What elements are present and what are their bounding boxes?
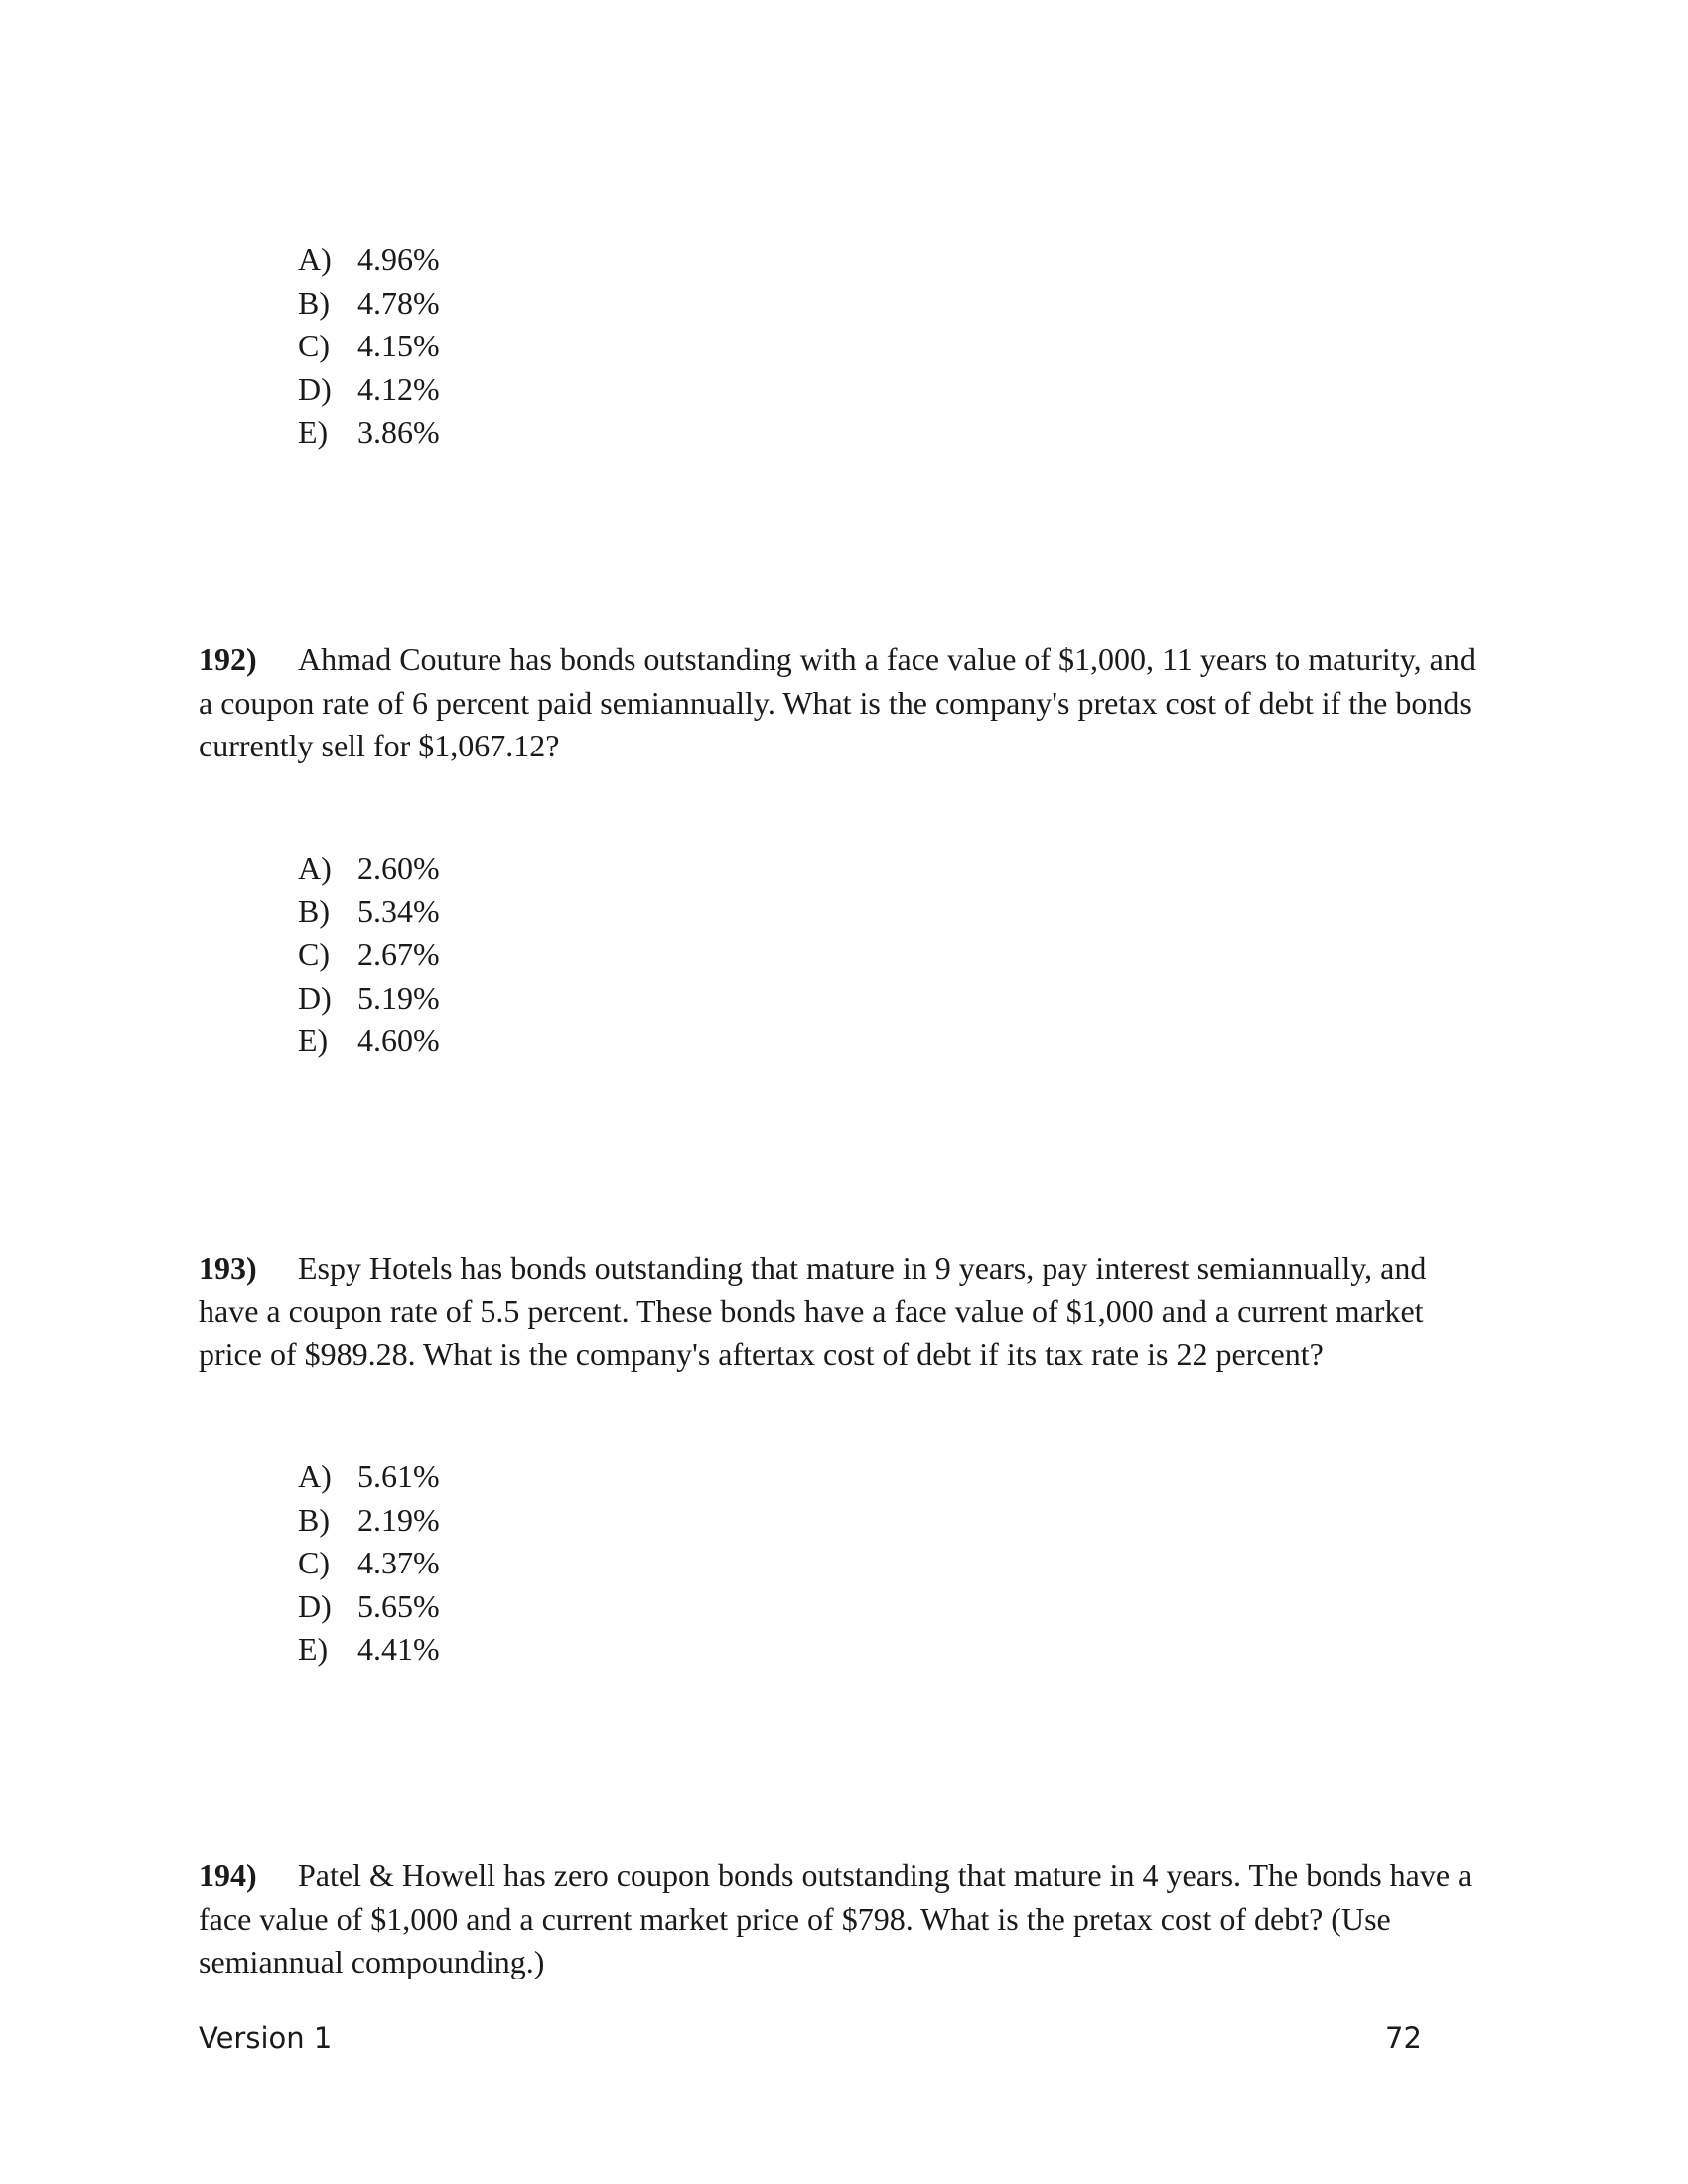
- answer-choices-191: [298, 238, 440, 455]
- answer-choice: E) 3.86%: [298, 414, 440, 451]
- question-number: 192): [199, 641, 257, 677]
- answer-choice: A) 5.61%: [298, 1458, 440, 1494]
- question-193: [199, 1247, 1489, 1377]
- answer-choice: D) 5.65%: [298, 1587, 440, 1624]
- question-number: 193): [199, 1250, 257, 1286]
- footer-version: Version 1: [199, 2021, 333, 2055]
- answer-choice: E) 4.41%: [298, 1631, 440, 1668]
- answer-choices-192: [298, 847, 440, 1063]
- answer-choice: D) 4.12%: [298, 370, 440, 407]
- page-number: 72: [1385, 2021, 1422, 2055]
- answer-choice: C) 2.67%: [298, 936, 440, 973]
- question-number: 194): [199, 1857, 257, 1893]
- answer-choices-193: [298, 1455, 440, 1672]
- answer-choice: D) 5.19%: [298, 979, 440, 1016]
- question-text: Espy Hotels has bonds outstanding that mature in 9 years, pay interest semiannually, and have a coupon rate of 5.5 percent. These bonds have a face value of $1,000 and a current market price of $989.28. What is the company's aftertax cost of debt if its tax rate is 22 percent?: [199, 1250, 1427, 1373]
- question-text: Patel & Howell has zero coupon bonds outstanding that mature in 4 years. The bonds have a face value of $1,000 and a current market price of $798. What is the pretax cost of debt? (Use semiannual compounding.): [199, 1857, 1473, 1980]
- answer-choice: B) 4.78%: [298, 284, 440, 321]
- answer-choice: C) 4.37%: [298, 1545, 440, 1581]
- answer-choice: A) 4.96%: [298, 241, 440, 277]
- answer-choice: B) 5.34%: [298, 892, 440, 929]
- answer-choice: E) 4.60%: [298, 1023, 440, 1059]
- answer-choice: A) 2.60%: [298, 850, 440, 886]
- answer-choice: C) 4.15%: [298, 328, 440, 364]
- question-192: [199, 638, 1489, 768]
- answer-choice: B) 2.19%: [298, 1501, 440, 1538]
- question-194: [199, 1854, 1489, 1984]
- question-text: Ahmad Couture has bonds outstanding with a face value of $1,000, 11 years to maturity, and a coupon rate of 6 percent paid semiannually. What is the company's pretax cost of debt if the bonds currently sell for $1,067.12?: [199, 641, 1476, 764]
